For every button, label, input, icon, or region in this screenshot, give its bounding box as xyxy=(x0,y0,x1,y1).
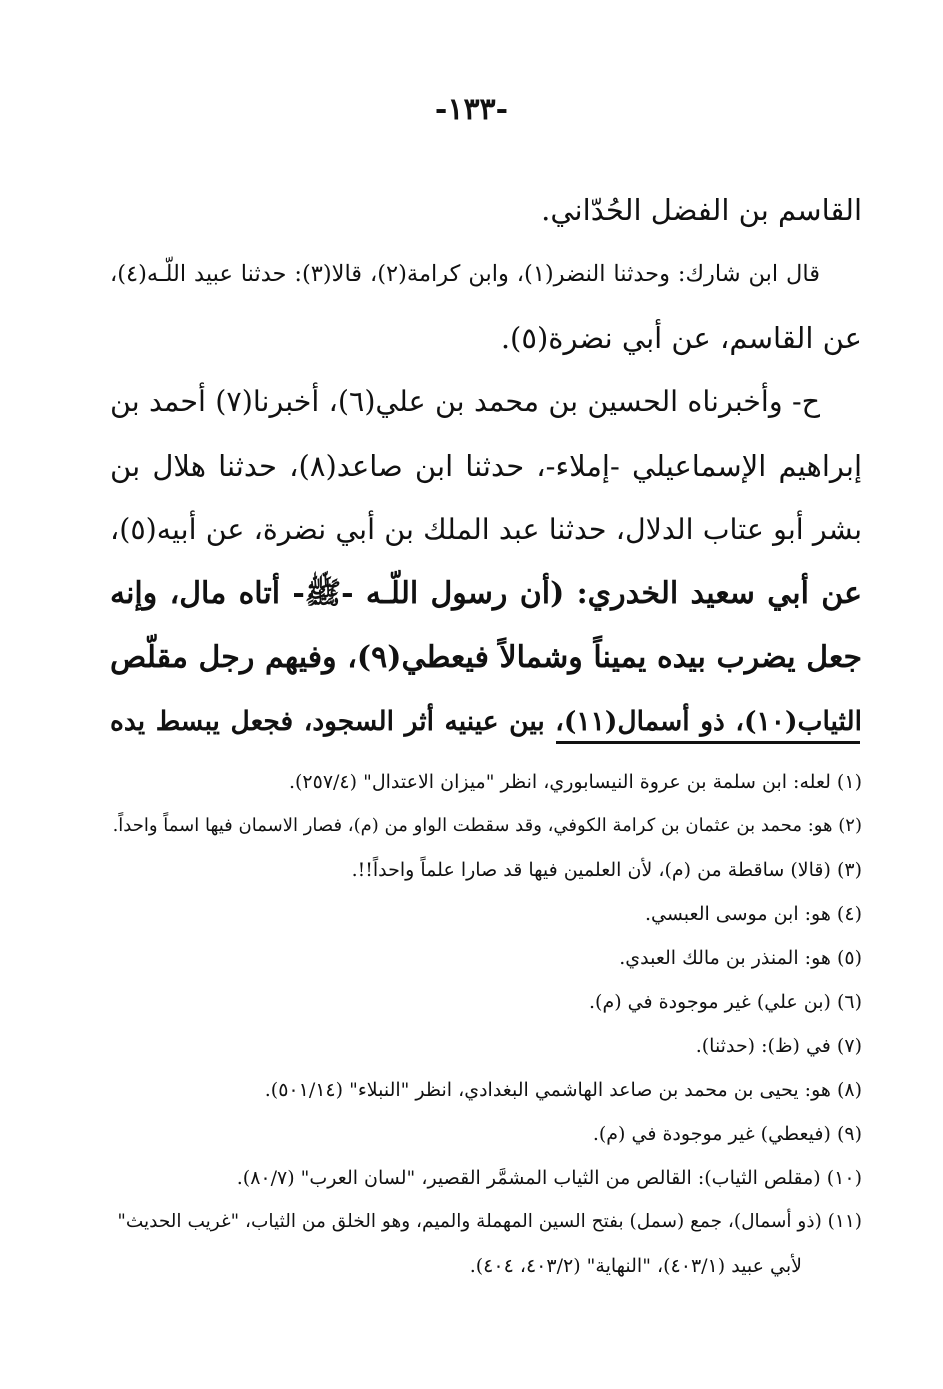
footnote: (٦) (بن علي) غير موجودة في (م). xyxy=(589,991,862,1013)
footnote-continuation: لأبي عبيد (٤٠٣/١)، "النهاية" (٤٠٣/٢، ٤٠٤). xyxy=(469,1255,802,1277)
main-text-line: الثياب(١٠)، ذو أسمال(١١)، بين عينيه أثر السجود، فجعل يبسط يده xyxy=(110,706,862,737)
footnote: (٢) هو: محمد بن عثمان بن كرامة الكوفي، وقد سقطت الواو من (م)، فصار الاسمان فيها اسماً واحداً. xyxy=(112,815,862,836)
footnote: (٣) (قالا) ساقطة من (م)، لأن العلمين فيها قد صارا علماً واحداً!!. xyxy=(351,859,862,881)
footnotes xyxy=(110,760,862,1288)
footnote: (٩) (فيعطي) غير موجودة في (م). xyxy=(592,1123,862,1145)
main-text-line: إبراهيم الإسماعيلي -إملاء-، حدثنا ابن صاعد(٨)، حدثنا هلال بن xyxy=(110,449,862,483)
main-text-line: عن أبي سعيد الخدري: (أن رسول اللّـه -ﷺ- أتاه مال، وإنه xyxy=(110,576,862,611)
footnote: (١١) (ذو أسمال)، جمع (سمل) بفتح السين المهملة والميم، وهو الخلق من الثياب، "غريب الحديث" xyxy=(117,1211,862,1232)
footnote: (١) لعله: ابن سلمة بن عروة النيسابوري، انظر "ميزان الاعتدال" (٢٥٧/٤). xyxy=(288,771,862,793)
main-text-line: عن القاسم، عن أبي نضرة(٥). xyxy=(500,321,862,355)
footnote: (٤) هو: ابن موسى العبسي. xyxy=(644,903,862,925)
main-text-line: ح- وأخبرناه الحسين بن محمد بن علي(٦)، أخبرنا(٧) أحمد بن xyxy=(110,385,820,418)
main-text-line: جعل يضرب بيده يميناً وشمالاً فيعطي(٩)، وفيهم رجل مقلّص xyxy=(110,640,862,675)
page-number: -١٣٣- xyxy=(434,92,509,127)
main-text-line: قال ابن شارك: وحدثنا النضر(١)، وابن كرامة(٢)، قالا(٣): حدثنا عبيد اللّـه(٤)، xyxy=(110,261,821,287)
main-text xyxy=(110,178,862,754)
footnote: (٥) هو: المنذر بن مالك العبدي. xyxy=(619,947,862,969)
footnote: (١٠) (مقلص الثياب): القالص من الثياب المشمَّر القصير، "لسان العرب" (٨٠/٧). xyxy=(236,1167,862,1189)
main-text-line: القاسم بن الفضل الحُدّاني. xyxy=(541,193,862,227)
main-text-line: بشر أبو عتاب الدلال، حدثنا عبد الملك بن أبي نضرة، عن أبيه(٥)، xyxy=(110,513,862,546)
footnote-separator xyxy=(556,741,860,744)
footnote: (٧) في (ظ): (حدثنا). xyxy=(695,1035,862,1057)
footnote: (٨) هو: يحيى بن محمد بن صاعد الهاشمي البغدادي، انظر "النبلاء" (٥٠١/١٤). xyxy=(264,1079,862,1101)
